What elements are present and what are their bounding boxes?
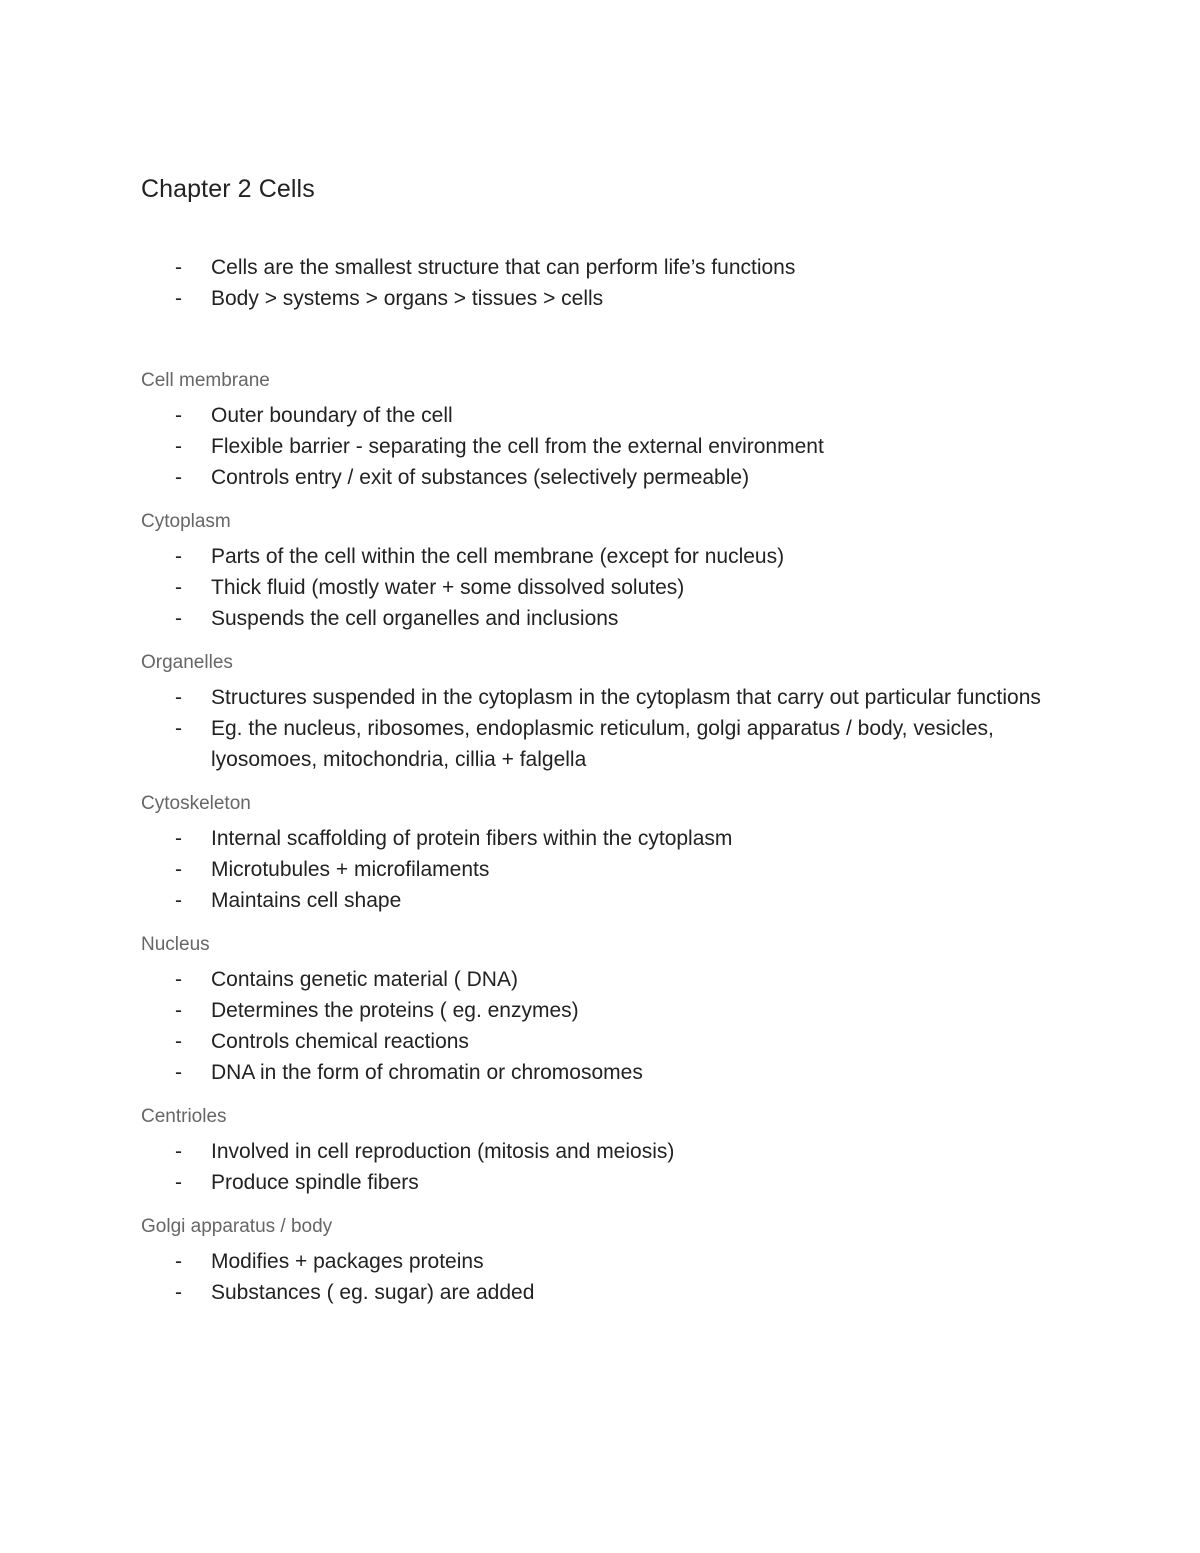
list-item-text: Controls chemical reactions — [211, 1030, 469, 1053]
list-item — [141, 885, 1041, 916]
section-organelles — [141, 650, 1101, 775]
section-cytoskeleton — [141, 791, 1101, 916]
list-item-text: Structures suspended in the cytoplasm in the cytoplasm that carry out particular functions — [211, 686, 1041, 709]
list-item — [141, 1026, 1041, 1057]
list-item — [141, 431, 1041, 462]
bullet-dash: - — [175, 999, 182, 1022]
bullet-dash: - — [175, 435, 182, 458]
list-item-text: Body > systems > organs > tissues > cells — [211, 287, 604, 310]
section-centrioles — [141, 1104, 1101, 1198]
bullet-dash: - — [175, 287, 182, 310]
section-golgi-apparatus — [141, 1214, 1101, 1308]
list-item-text: Flexible barrier - separating the cell from the external environment — [211, 435, 824, 458]
bullet-list — [141, 541, 1101, 634]
bullet-dash: - — [175, 256, 182, 279]
bullet-list — [141, 1136, 1101, 1198]
bullet-dash: - — [175, 466, 182, 489]
bullet-dash: - — [175, 404, 182, 427]
section-heading: Nucleus — [141, 934, 210, 955]
bullet-dash: - — [175, 576, 182, 599]
section-cell-membrane — [141, 368, 1101, 493]
page-title: Chapter 2 Cells — [141, 175, 315, 203]
list-item-text: Modifies + packages proteins — [211, 1250, 484, 1273]
list-item — [141, 682, 1041, 713]
bullet-dash: - — [175, 889, 182, 912]
list-item — [141, 400, 1041, 431]
list-item — [141, 854, 1041, 885]
bullet-dash: - — [175, 1030, 182, 1053]
list-item-text: Thick fluid (mostly water + some dissolved solutes) — [211, 576, 685, 599]
list-item — [141, 603, 1041, 634]
list-item — [141, 1136, 1041, 1167]
bullet-dash: - — [175, 827, 182, 850]
list-item-text: Contains genetic material ( DNA) — [211, 968, 518, 991]
list-item-text: Maintains cell shape — [211, 889, 402, 912]
section-heading: Centrioles — [141, 1106, 227, 1127]
section-heading: Cell membrane — [141, 370, 270, 391]
list-item — [141, 964, 1041, 995]
list-item-text: Involved in cell reproduction (mitosis and meiosis) — [211, 1140, 675, 1163]
list-item-text: Substances ( eg. sugar) are added — [211, 1281, 535, 1304]
list-item-text: Determines the proteins ( eg. enzymes) — [211, 999, 579, 1022]
bullet-dash: - — [175, 686, 182, 709]
list-item-text: Suspends the cell organelles and inclusions — [211, 607, 619, 630]
list-item — [141, 713, 1041, 775]
section-nucleus — [141, 932, 1101, 1088]
list-item — [141, 252, 1041, 283]
list-item — [141, 1167, 1041, 1198]
bullet-dash: - — [175, 1250, 182, 1273]
list-item — [141, 283, 1041, 314]
list-item-text: Eg. the nucleus, ribosomes, endoplasmic reticulum, golgi apparatus / body, vesicles, lyosomoes, mitochondria, cillia + falgella — [211, 717, 994, 771]
bullet-dash: - — [175, 545, 182, 568]
list-item-text: DNA in the form of chromatin or chromosomes — [211, 1061, 643, 1084]
list-item — [141, 541, 1041, 572]
bullet-dash: - — [175, 607, 182, 630]
list-item — [141, 572, 1041, 603]
list-item — [141, 1277, 1041, 1308]
bullet-list — [141, 964, 1101, 1088]
list-item — [141, 1057, 1041, 1088]
section-heading: Cytoskeleton — [141, 793, 251, 814]
bullet-dash: - — [175, 1140, 182, 1163]
sections-container — [141, 368, 1101, 1324]
bullet-list — [141, 682, 1101, 775]
list-item-text: Produce spindle fibers — [211, 1171, 419, 1194]
bullet-dash: - — [175, 1171, 182, 1194]
section-cytoplasm — [141, 509, 1101, 634]
bullet-dash: - — [175, 858, 182, 881]
section-heading: Cytoplasm — [141, 511, 231, 532]
bullet-dash: - — [175, 1281, 182, 1304]
list-item — [141, 823, 1041, 854]
list-item-text: Microtubules + microfilaments — [211, 858, 490, 881]
list-item-text: Internal scaffolding of protein fibers within the cytoplasm — [211, 827, 733, 850]
section-heading: Organelles — [141, 652, 233, 673]
bullet-dash: - — [175, 1061, 182, 1084]
list-item-text: Controls entry / exit of substances (selectively permeable) — [211, 466, 750, 489]
bullet-list — [141, 823, 1101, 916]
intro-list — [141, 252, 1041, 314]
bullet-list — [141, 400, 1101, 493]
list-item — [141, 995, 1041, 1026]
list-item-text: Cells are the smallest structure that can perform life’s functions — [211, 256, 796, 279]
bullet-list — [141, 1246, 1101, 1308]
bullet-dash: - — [175, 717, 182, 740]
list-item — [141, 462, 1041, 493]
section-heading: Golgi apparatus / body — [141, 1216, 333, 1237]
list-item-text: Outer boundary of the cell — [211, 404, 453, 427]
bullet-dash: - — [175, 968, 182, 991]
list-item-text: Parts of the cell within the cell membrane (except for nucleus) — [211, 545, 785, 568]
list-item — [141, 1246, 1041, 1277]
